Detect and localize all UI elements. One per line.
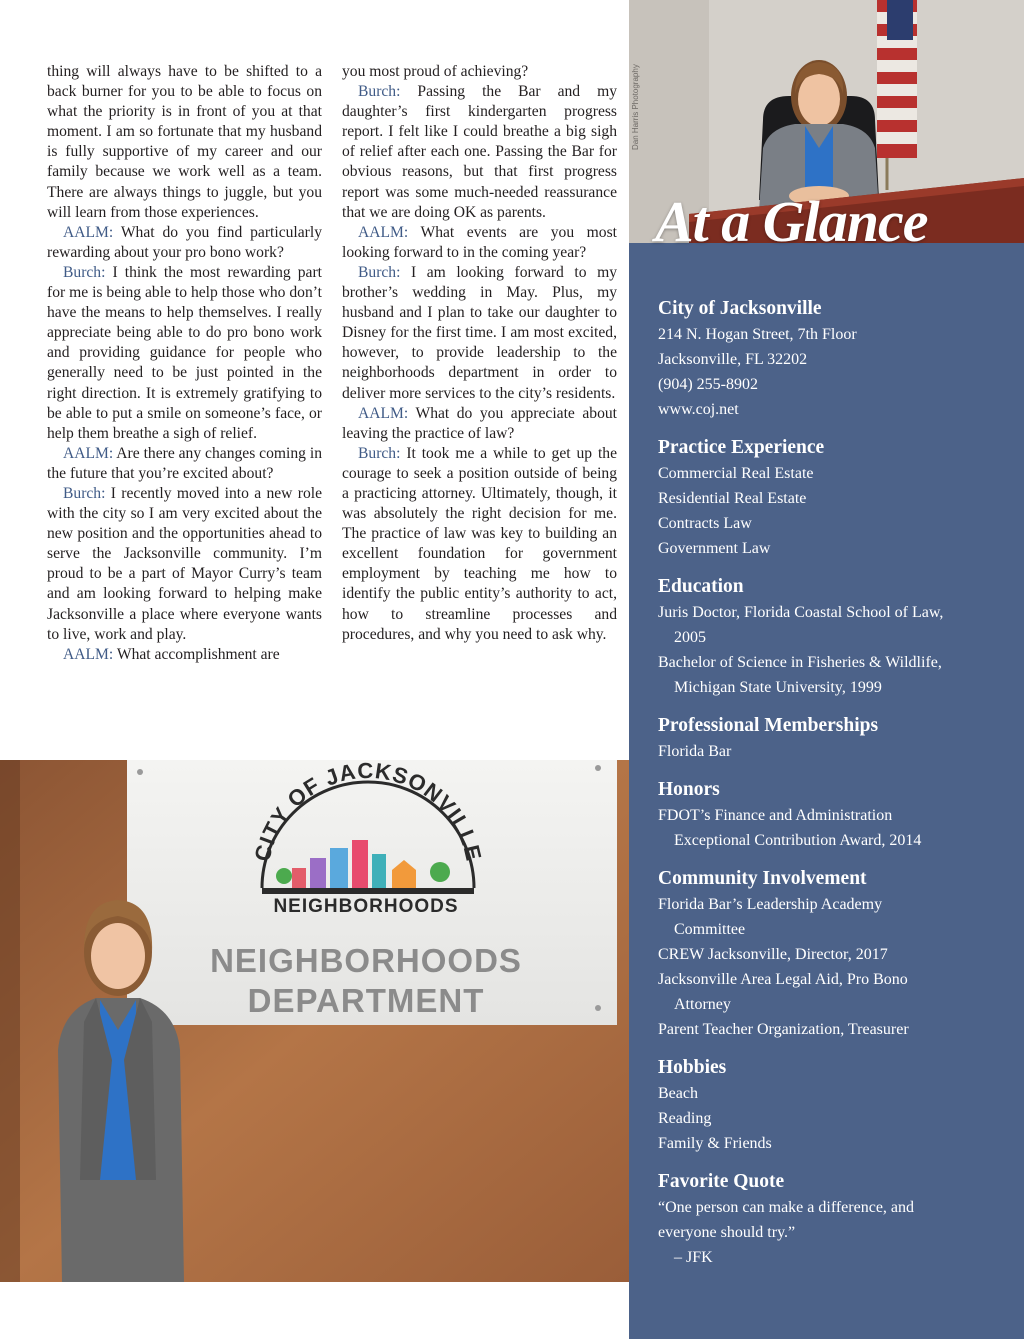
speaker-label: Burch: [358, 83, 401, 101]
section-line: Family & Friends [658, 1135, 772, 1152]
speaker-label: AALM: [63, 223, 114, 241]
paragraph-text: I am looking forward to my brother’s wedding in May. Plus, my husband and I plan to take our daughter to Disney for the first time. I am most excited, however, to provide leadership to the neighborhoods department in order to deliver more services to the city’s residents. [342, 263, 617, 402]
section-line: – JFK [674, 1249, 713, 1266]
paragraph-text: It took me a while to get up the courage to seek a position outside of being a practicing attorney. Ultimately, though, it was absolutely the right decision for me. The practice of law was key to building an excellent foundation for government employment by teaching me how to identify the public entity’s authority to act, how to streamline processes and procedures, and why you need to ask why. [342, 444, 617, 643]
speaker-label: Burch: [63, 484, 106, 502]
sign-logo-sub: NEIGHBORHOODS [273, 896, 459, 917]
section-line: Attorney [674, 996, 731, 1013]
question-paragraph [47, 444, 322, 484]
answer-paragraph [47, 263, 322, 444]
section-line: Beach [658, 1085, 698, 1102]
paragraph-text: What do you find particularly rewarding about your pro bono work? [47, 223, 322, 261]
paragraph-text: I think the most rewarding part for me is being able to help those who don’t have the means to help themselves. I really appreciate being able to do pro bono work and providing guidance for people who generally need to be just pointed in the right direction. It is extremely gratifying to be able to put a smile on someone’s face, or help them breathe a sigh of relief. [47, 263, 322, 442]
section-line: Reading [658, 1110, 712, 1127]
section-line: Michigan State University, 1999 [674, 679, 882, 696]
neighborhoods-photo [0, 760, 629, 1282]
section-heading: City of Jacksonville [658, 298, 822, 319]
section-heading: Professional Memberships [658, 715, 879, 736]
section-line: Jacksonville, FL 32202 [658, 351, 808, 368]
section-line: Juris Doctor, Florida Coastal School of Law, [658, 604, 944, 621]
paragraph-text: you most proud of achieving? [342, 63, 529, 80]
section-heading: Hobbies [658, 1057, 727, 1078]
section-gap [658, 561, 1008, 576]
section-line: www.coj.net [658, 401, 739, 418]
section-gap [658, 764, 1008, 779]
at-a-glance-sidebar [629, 0, 1024, 1339]
section-gap [658, 1042, 1008, 1057]
continued-paragraph [342, 62, 617, 82]
section-line: Contracts Law [658, 515, 752, 532]
section-line: “One person can make a difference, and [658, 1199, 915, 1216]
question-paragraph [342, 223, 617, 263]
question-paragraph [47, 645, 322, 665]
paragraph-text: I recently moved into a new role with the city so I am very excited about the new position and the opportunities ahead to serve the Jacksonville community. I’m proud to be a part of Mayor Curry’s team and am looking forward to helping make Jacksonville a place where everyone wants to live, work and play. [47, 484, 322, 643]
answer-paragraph [47, 484, 322, 645]
article-column-left [47, 62, 322, 665]
section-gap [658, 422, 1008, 437]
section-gap [658, 700, 1008, 715]
section-line: CREW Jacksonville, Director, 2017 [658, 946, 888, 963]
speaker-label: AALM: [63, 645, 114, 663]
paragraph-text: What events are you most looking forward to in the coming year? [342, 223, 617, 261]
answer-paragraph [342, 444, 617, 645]
section-line: everyone should try.” [658, 1224, 796, 1241]
sign-line-2: DEPARTMENT [247, 982, 485, 1019]
paragraph-text: What do you appreciate about leaving the practice of law? [342, 404, 617, 442]
speaker-label: Burch: [63, 263, 106, 281]
section-gap [658, 853, 1008, 868]
section-line: Bachelor of Science in Fisheries & Wildlife, [658, 654, 942, 671]
paragraph-text: thing will always have to be shifted to a back burner for you to be able to focus on what the priority is in front of you at that moment. I am so fortunate that my husband is fully supportive of my career and our family because we work well as a team. There are always things to juggle, but you will learn from those experiences. [47, 63, 322, 221]
section-gap [658, 1156, 1008, 1171]
section-heading: Practice Experience [658, 437, 825, 458]
section-heading: Honors [658, 779, 720, 800]
paragraph-text: Are there any changes coming in the future that you’re excited about? [47, 444, 322, 482]
speaker-label: Burch: [358, 263, 401, 281]
sidebar-title: At a Glance [655, 189, 928, 254]
paragraph-text: What accomplishment are [113, 645, 280, 663]
section-line: Exceptional Contribution Award, 2014 [674, 832, 922, 849]
section-line: Jacksonville Area Legal Aid, Pro Bono [658, 971, 908, 988]
section-line: Government Law [658, 540, 771, 557]
answer-paragraph [342, 263, 617, 404]
section-line: Committee [674, 921, 746, 938]
section-heading: Favorite Quote [658, 1171, 785, 1192]
speaker-label: Burch: [358, 444, 401, 462]
article-column-right [342, 62, 617, 645]
sign-logo-arc: CITY OF JACKSONVILLE [249, 760, 487, 864]
section-heading: Education [658, 576, 744, 597]
section-line: Parent Teacher Organization, Treasurer [658, 1021, 909, 1038]
section-line: Commercial Real Estate [658, 465, 814, 482]
paragraph-text: Passing the Bar and my daughter’s first kindergarten progress report. I felt like I could breathe a big sigh of relief after each one. Passing the Bar for obvious reasons, but that first progress report was some much-needed reassurance that we are doing OK as parents. [342, 83, 617, 221]
answer-paragraph [342, 82, 617, 223]
section-line: 2005 [674, 629, 706, 646]
section-line: Florida Bar [658, 743, 732, 760]
section-line: Residential Real Estate [658, 490, 807, 507]
speaker-label: AALM: [63, 444, 114, 462]
question-paragraph [342, 404, 617, 444]
section-line: Florida Bar’s Leadership Academy [658, 896, 883, 913]
sign-line-1: NEIGHBORHOODS [210, 942, 522, 979]
section-line: (904) 255-8902 [658, 376, 758, 393]
speaker-label: AALM: [358, 404, 409, 422]
sidebar-info [658, 298, 1008, 1270]
continued-paragraph [47, 62, 322, 223]
photo-credit-top: Dan Harris Photography [631, 64, 640, 150]
speaker-label: AALM: [358, 223, 409, 241]
section-line: FDOT’s Finance and Administration [658, 807, 893, 824]
section-line: 214 N. Hogan Street, 7th Floor [658, 326, 857, 343]
section-heading: Community Involvement [658, 868, 867, 889]
question-paragraph [47, 223, 322, 263]
